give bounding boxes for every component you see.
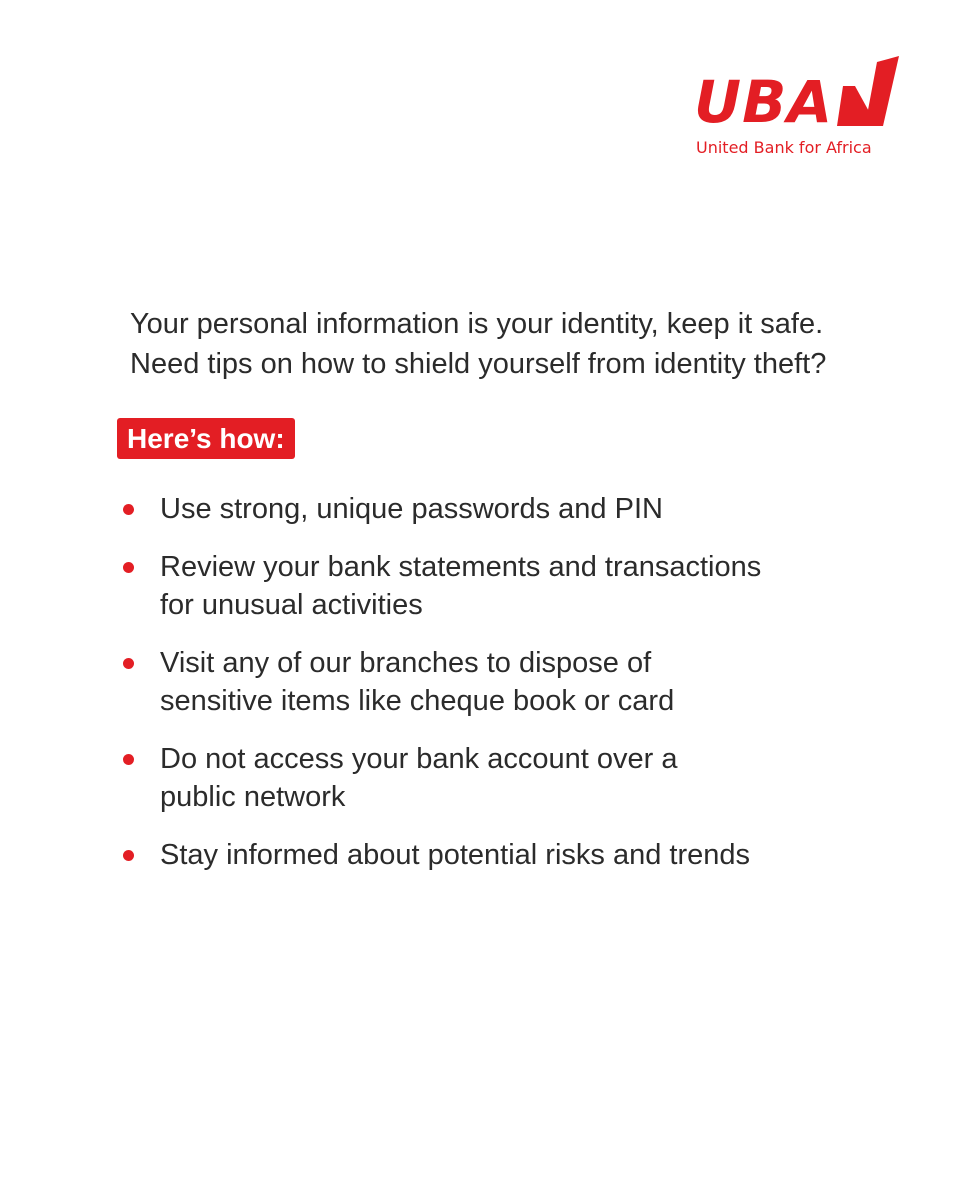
- bullet-icon: [123, 562, 134, 573]
- bullet-icon: [123, 754, 134, 765]
- tip-item: [118, 490, 898, 528]
- tip-text-line-1: Visit any of our branches to dispose of: [160, 647, 652, 679]
- intro-line-1: Your personal information is your identity, keep it safe.: [130, 308, 824, 340]
- tips-list: [118, 490, 898, 894]
- tip-text-line-2: sensitive items like cheque book or card: [160, 685, 675, 717]
- tip-item: [118, 836, 898, 874]
- intro-text: [130, 304, 910, 384]
- uba-emblem-icon: [837, 56, 901, 126]
- tip-item: [118, 644, 898, 720]
- tip-text-line-1: Stay informed about potential risks and trends: [160, 839, 750, 871]
- tip-item: [118, 548, 898, 624]
- heres-how-badge: Here’s how:: [117, 418, 295, 459]
- bullet-icon: [123, 504, 134, 515]
- tip-text-line-2: for unusual activities: [160, 589, 423, 621]
- bullet-icon: [123, 850, 134, 861]
- tip-text-line-2: public network: [160, 781, 346, 813]
- brand-wordmark: UBA: [694, 68, 834, 136]
- brand-logo: [694, 56, 904, 160]
- brand-tagline: United Bank for Africa: [696, 138, 872, 157]
- tip-text-line-1: Use strong, unique passwords and PIN: [160, 493, 663, 525]
- bullet-icon: [123, 658, 134, 669]
- intro-line-2: Need tips on how to shield yourself from identity theft?: [130, 348, 827, 380]
- tip-item: [118, 740, 898, 816]
- tip-text-line-1: Review your bank statements and transactions: [160, 551, 762, 583]
- tip-text-line-1: Do not access your bank account over a: [160, 743, 678, 775]
